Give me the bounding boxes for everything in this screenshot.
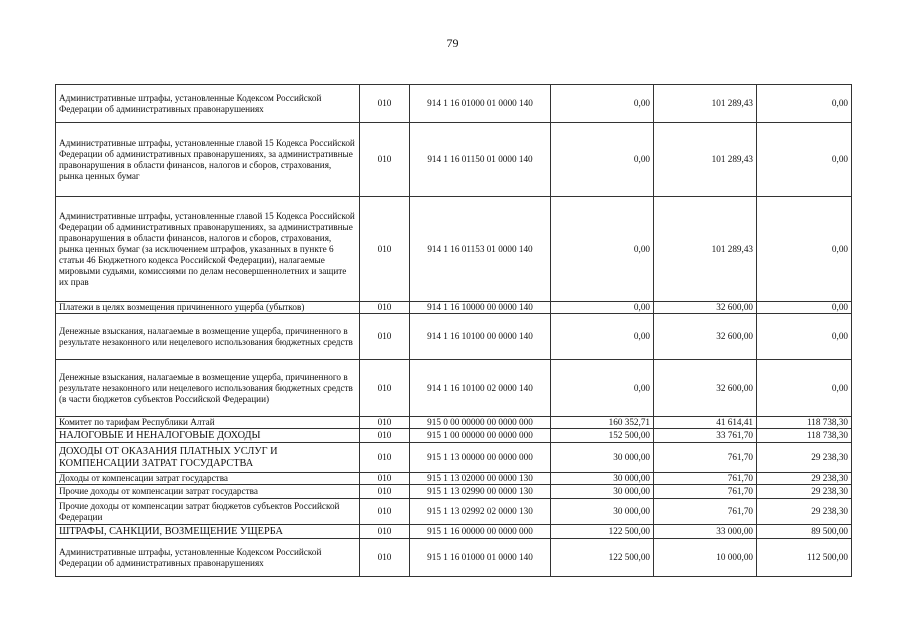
row-value-2: 10 000,00 (654, 539, 757, 577)
row-value-3: 29 238,30 (757, 499, 852, 525)
table-row (56, 443, 852, 473)
row-value-1: 0,00 (551, 123, 654, 197)
row-code: 010 (360, 123, 410, 197)
row-value-2: 33 000,00 (654, 525, 757, 539)
row-kbk: 914 1 16 01150 01 0000 140 (410, 123, 551, 197)
row-kbk: 914 1 16 10100 02 0000 140 (410, 360, 551, 417)
row-value-1: 0,00 (551, 360, 654, 417)
row-value-3: 0,00 (757, 197, 852, 302)
row-value-3: 118 738,30 (757, 429, 852, 443)
row-value-2: 101 289,43 (654, 197, 757, 302)
row-name: Денежные взыскания, налагаемые в возмещение ущерба, причиненного в результате незаконного или нецелевого использования бюджетных средств (56, 314, 360, 360)
revenue-table (55, 84, 852, 577)
row-name: Платежи в целях возмещения причиненного ущерба (убытков) (56, 302, 360, 314)
row-value-1: 0,00 (551, 302, 654, 314)
table-row (56, 360, 852, 417)
row-value-3: 89 500,00 (757, 525, 852, 539)
row-kbk: 914 1 16 01000 01 0000 140 (410, 85, 551, 123)
page-number: 79 (446, 36, 459, 50)
table-row (56, 525, 852, 539)
row-value-3: 0,00 (757, 85, 852, 123)
row-code: 010 (360, 360, 410, 417)
row-code: 010 (360, 539, 410, 577)
row-value-2: 101 289,43 (654, 85, 757, 123)
table-row (56, 429, 852, 443)
table-row (56, 85, 852, 123)
row-value-3: 118 738,30 (757, 417, 852, 429)
row-value-2: 33 761,70 (654, 429, 757, 443)
table-body (56, 85, 852, 577)
row-value-2: 101 289,43 (654, 123, 757, 197)
row-code: 010 (360, 197, 410, 302)
table-row (56, 499, 852, 525)
row-value-3: 0,00 (757, 360, 852, 417)
row-name: Доходы от компенсации затрат государства (56, 473, 360, 485)
table-row (56, 485, 852, 499)
table-row (56, 302, 852, 314)
row-name: НАЛОГОВЫЕ И НЕНАЛОГОВЫЕ ДОХОДЫ (56, 429, 360, 443)
row-kbk: 915 1 16 01000 01 0000 140 (410, 539, 551, 577)
row-value-2: 32 600,00 (654, 302, 757, 314)
row-value-3: 29 238,30 (757, 443, 852, 473)
row-code: 010 (360, 314, 410, 360)
row-value-1: 122 500,00 (551, 525, 654, 539)
row-kbk: 914 1 16 10000 00 0000 140 (410, 302, 551, 314)
row-value-2: 761,70 (654, 485, 757, 499)
table-row (56, 417, 852, 429)
row-code: 010 (360, 417, 410, 429)
row-kbk: 915 1 13 02992 02 0000 130 (410, 499, 551, 525)
row-code: 010 (360, 302, 410, 314)
row-name: Прочие доходы от компенсации затрат бюджетов субъектов Российской Федерации (56, 499, 360, 525)
row-name: Административные штрафы, установленные главой 15 Кодекса Российской Федерации об административных правонарушениях, за административные правонарушения в области финансов, налогов и сборов, страхования, рынка ценных бумаг (за исключением штрафов, указанных в пункте 6 статьи 46 Бюджетного кодекса Российской Федерации), налагаемые мировыми судьями, комиссиями по делам несовершеннолетних и защите их прав (56, 197, 360, 302)
row-name: Административные штрафы, установленные Кодексом Российской Федерации об административных правонарушениях (56, 85, 360, 123)
row-kbk: 915 1 13 02000 00 0000 130 (410, 473, 551, 485)
row-code: 010 (360, 473, 410, 485)
table-row (56, 123, 852, 197)
row-code: 010 (360, 485, 410, 499)
row-kbk: 914 1 16 01153 01 0000 140 (410, 197, 551, 302)
row-value-2: 41 614,41 (654, 417, 757, 429)
row-value-1: 160 352,71 (551, 417, 654, 429)
table-row (56, 314, 852, 360)
row-value-3: 0,00 (757, 123, 852, 197)
row-code: 010 (360, 443, 410, 473)
row-value-1: 30 000,00 (551, 473, 654, 485)
row-value-2: 761,70 (654, 443, 757, 473)
row-value-3: 29 238,30 (757, 473, 852, 485)
row-value-3: 112 500,00 (757, 539, 852, 577)
row-name: Прочие доходы от компенсации затрат государства (56, 485, 360, 499)
row-code: 010 (360, 85, 410, 123)
row-name: Комитет по тарифам Республики Алтай (56, 417, 360, 429)
row-value-3: 0,00 (757, 302, 852, 314)
row-code: 010 (360, 429, 410, 443)
row-value-1: 30 000,00 (551, 485, 654, 499)
row-value-1: 122 500,00 (551, 539, 654, 577)
row-kbk: 915 1 13 00000 00 0000 000 (410, 443, 551, 473)
table-row (56, 539, 852, 577)
row-value-2: 32 600,00 (654, 314, 757, 360)
row-kbk: 914 1 16 10100 00 0000 140 (410, 314, 551, 360)
table-row (56, 197, 852, 302)
row-value-3: 0,00 (757, 314, 852, 360)
row-value-1: 0,00 (551, 85, 654, 123)
row-name: ШТРАФЫ, САНКЦИИ, ВОЗМЕЩЕНИЕ УЩЕРБА (56, 525, 360, 539)
row-code: 010 (360, 525, 410, 539)
row-value-1: 0,00 (551, 197, 654, 302)
row-value-1: 30 000,00 (551, 499, 654, 525)
row-value-2: 761,70 (654, 473, 757, 485)
row-name: Административные штрафы, установленные главой 15 Кодекса Российской Федерации об административных правонарушениях, за административные правонарушения в области финансов, налогов и сборов, страхования, рынка ценных бумаг (56, 123, 360, 197)
row-value-2: 32 600,00 (654, 360, 757, 417)
row-value-3: 29 238,30 (757, 485, 852, 499)
row-value-1: 152 500,00 (551, 429, 654, 443)
row-value-2: 761,70 (654, 499, 757, 525)
row-kbk: 915 1 16 00000 00 0000 000 (410, 525, 551, 539)
row-name: ДОХОДЫ ОТ ОКАЗАНИЯ ПЛАТНЫХ УСЛУГ И КОМПЕНСАЦИИ ЗАТРАТ ГОСУДАРСТВА (56, 443, 360, 473)
row-name: Денежные взыскания, налагаемые в возмещение ущерба, причиненного в результате незаконного или нецелевого использования бюджетных средств (в части бюджетов субъектов Российской Федерации) (56, 360, 360, 417)
row-kbk: 915 1 13 02990 00 0000 130 (410, 485, 551, 499)
table-row (56, 473, 852, 485)
row-value-1: 0,00 (551, 314, 654, 360)
row-kbk: 915 0 00 00000 00 0000 000 (410, 417, 551, 429)
row-value-1: 30 000,00 (551, 443, 654, 473)
row-code: 010 (360, 499, 410, 525)
row-kbk: 915 1 00 00000 00 0000 000 (410, 429, 551, 443)
row-name: Административные штрафы, установленные Кодексом Российской Федерации об административных правонарушениях (56, 539, 360, 577)
